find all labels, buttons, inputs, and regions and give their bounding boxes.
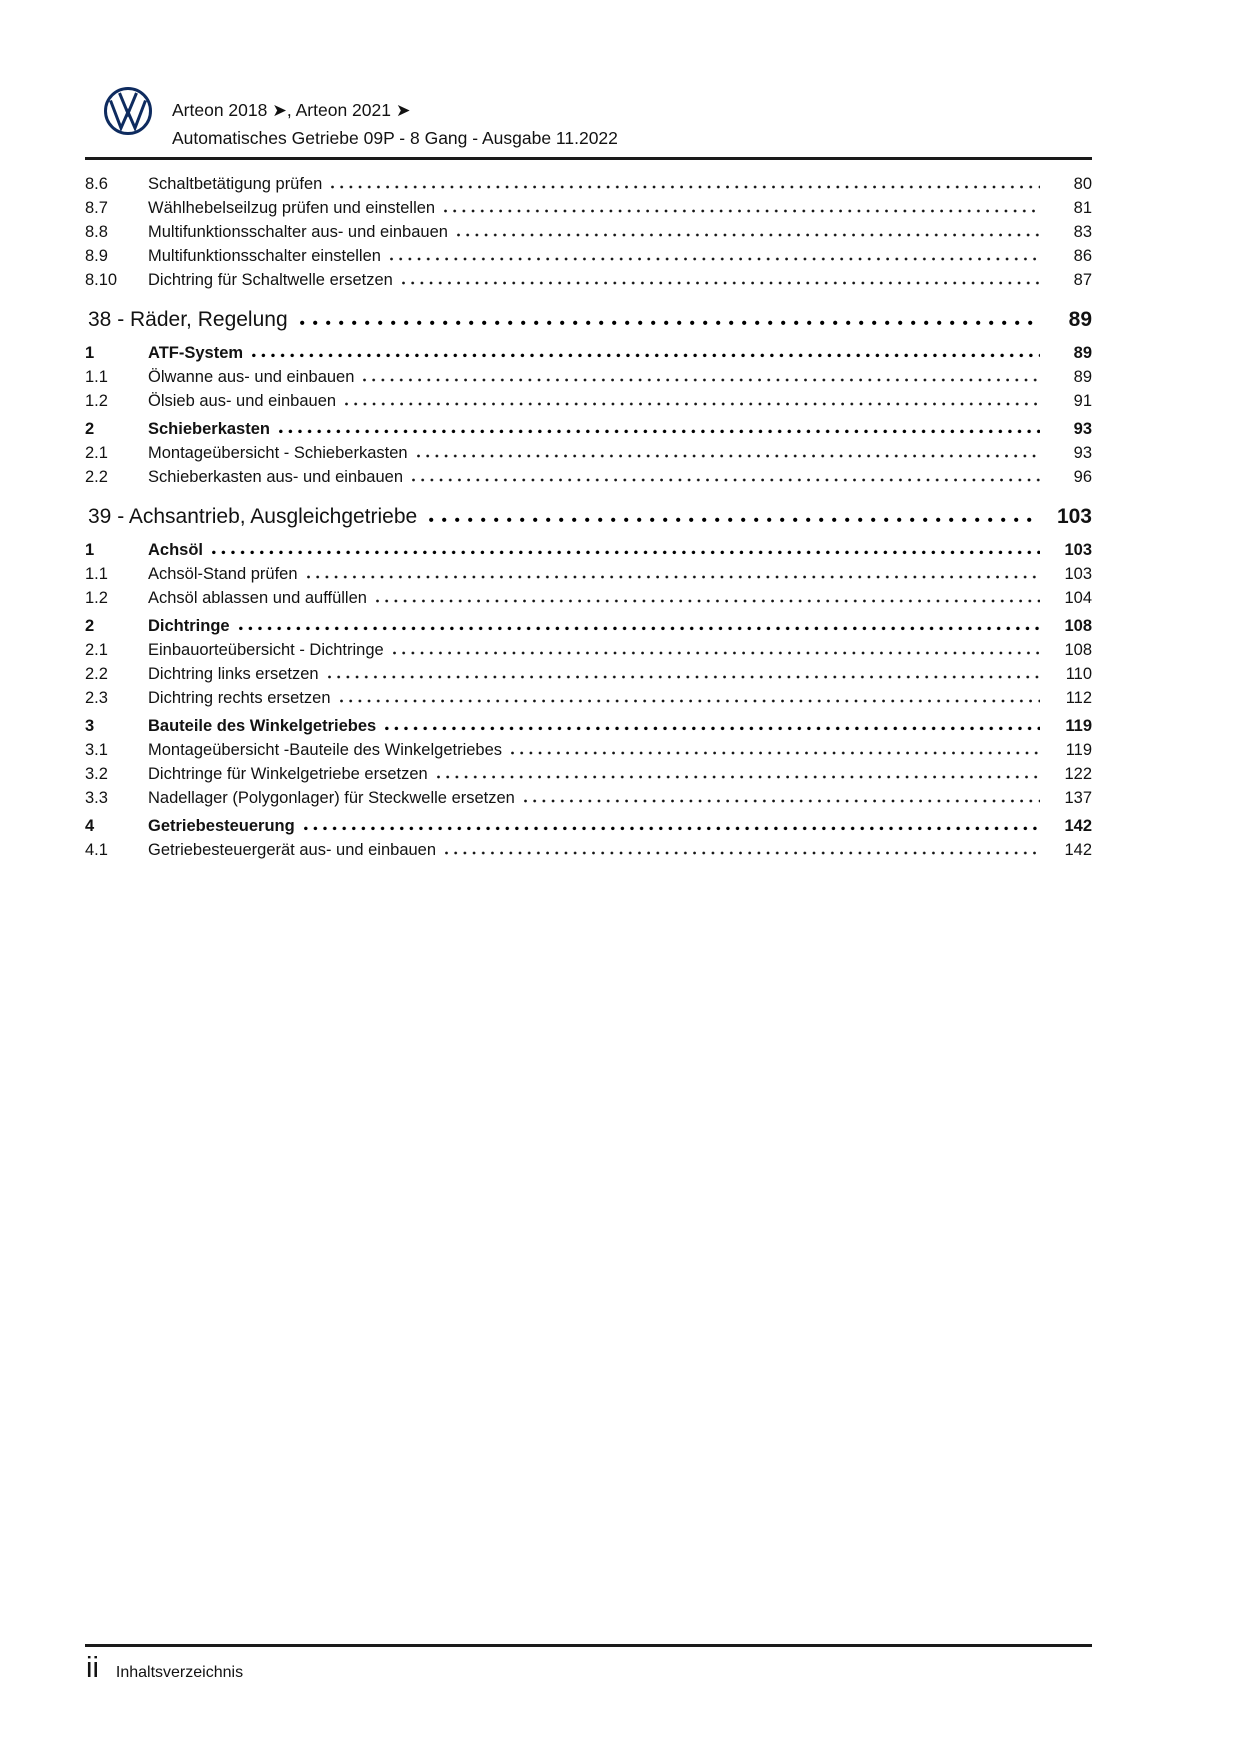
dot-leader [412, 478, 1040, 482]
entry-title: Schieberkasten [148, 420, 270, 438]
entry-title: Schieberkasten aus- und einbauen [148, 468, 404, 486]
toc-entry-row [85, 786, 1092, 810]
dot-leader [385, 726, 1040, 731]
header-models-line: Arteon 2018 ➤, Arteon 2021 ➤ [172, 100, 411, 120]
chapter-heading-label: 38 - Räder, Regelung [88, 308, 288, 331]
dot-leader [445, 851, 1040, 855]
footer-page-number: ii [86, 1652, 99, 1684]
toc-entry-row [85, 220, 1092, 244]
entry-number: 8.8 [85, 223, 108, 241]
entry-title: Achsöl-Stand prüfen [148, 565, 298, 583]
entry-page-number: 122 [1064, 765, 1092, 783]
entry-page-number: 108 [1064, 641, 1092, 659]
dot-leader [376, 599, 1040, 603]
toc-entry-row [85, 662, 1092, 686]
entry-page-number: 96 [1073, 468, 1092, 486]
dot-leader [252, 353, 1040, 358]
entry-title: Bauteile des Winkelgetriebes [148, 717, 377, 735]
toc-entry-row [85, 738, 1092, 762]
entry-title: Montageübersicht - Schieberkasten [148, 444, 408, 462]
dot-leader [390, 257, 1040, 261]
dot-leader [304, 826, 1040, 831]
entry-page-number: 91 [1073, 392, 1092, 410]
dot-leader [524, 799, 1040, 803]
entry-page-number: 81 [1073, 199, 1092, 217]
toc-entry-row [85, 686, 1092, 710]
entry-page-number: 104 [1064, 589, 1092, 607]
entry-title: Dichtringe [148, 617, 230, 635]
dot-leader [457, 233, 1040, 237]
toc-entry-row [85, 365, 1092, 389]
toc-entry-row [85, 417, 1092, 441]
entry-number: 3.1 [85, 741, 108, 759]
entry-page-number: 103 [1064, 541, 1092, 559]
entry-page-number: 89 [1073, 344, 1092, 362]
entry-title: Multifunktionsschalter einstellen [148, 247, 381, 265]
entry-number: 1 [85, 541, 95, 559]
toc-entry-row [85, 838, 1092, 862]
entry-number: 2.1 [85, 444, 108, 462]
entry-page-number: 93 [1073, 444, 1092, 462]
entry-page-number: 110 [1065, 665, 1092, 683]
entry-page-number: 112 [1065, 689, 1092, 707]
dot-leader [328, 675, 1040, 679]
chapter-heading-label: 39 - Achsantrieb, Ausgleichgetriebe [88, 505, 418, 528]
toc-entry-row [85, 341, 1092, 365]
dot-leader [437, 775, 1040, 779]
entry-number: 3.2 [85, 765, 108, 783]
entry-title: Wählhebelseilzug prüfen und einstellen [148, 199, 436, 217]
entry-title: Nadellager (Polygonlager) für Steckwelle ersetzen [148, 789, 515, 807]
toc-entry-row [85, 814, 1092, 838]
dot-leader [239, 626, 1040, 631]
entry-number: 1 [85, 344, 95, 362]
dot-leader [279, 429, 1040, 434]
entry-number: 2.1 [85, 641, 108, 659]
entry-title: Ölsieb aus- und einbauen [148, 392, 337, 410]
entry-number: 1.2 [85, 589, 108, 607]
dot-leader [511, 751, 1040, 755]
toc-entry-row [85, 614, 1092, 638]
entry-number: 8.9 [85, 247, 108, 265]
chapter-page-number: 89 [1068, 308, 1092, 331]
entry-number: 3.3 [85, 789, 108, 807]
entry-number: 8.10 [85, 271, 118, 289]
entry-page-number: 103 [1064, 565, 1092, 583]
header-divider [85, 157, 1092, 160]
entry-page-number: 93 [1073, 420, 1092, 438]
dot-leader [307, 575, 1040, 579]
entry-number: 3 [85, 717, 95, 735]
dot-leader [429, 517, 1036, 523]
toc-entry-row [85, 714, 1092, 738]
entry-page-number: 83 [1073, 223, 1092, 241]
page-footer [86, 1652, 243, 1684]
footer-section-label: Inhaltsverzeichnis [115, 1664, 244, 1681]
entry-number: 8.6 [85, 175, 108, 193]
entry-title: Dichtring rechts ersetzen [148, 689, 331, 707]
entry-title: Getriebesteuerung [148, 817, 295, 835]
entry-page-number: 89 [1073, 368, 1092, 386]
entry-number: 1.2 [85, 392, 108, 410]
entry-title: Achsöl [148, 541, 204, 559]
toc-entry-row [85, 172, 1092, 196]
toc-entry-row [85, 268, 1092, 292]
entry-page-number: 142 [1064, 841, 1092, 859]
entry-title: Getriebesteuergerät aus- und einbauen [148, 841, 437, 859]
dot-leader [300, 320, 1036, 326]
dot-leader [417, 454, 1040, 458]
entry-title: Dichtringe für Winkelgetriebe ersetzen [148, 765, 428, 783]
entry-title: Achsöl ablassen und auffüllen [148, 589, 367, 607]
dot-leader [331, 185, 1040, 189]
entry-number: 2.3 [85, 689, 108, 707]
entry-title: Dichtring links ersetzen [148, 665, 319, 683]
entry-page-number: 80 [1073, 175, 1092, 193]
dot-leader [340, 699, 1041, 703]
dot-leader [212, 550, 1040, 555]
entry-number: 2 [85, 420, 95, 438]
chapter-page-number: 103 [1056, 505, 1092, 528]
entry-number: 2.2 [85, 468, 108, 486]
entry-title: Montageübersicht -Bauteile des Winkelgetriebes [148, 741, 503, 759]
toc-entry-row [85, 638, 1092, 662]
toc-entry-row [85, 196, 1092, 220]
dot-leader [345, 402, 1040, 406]
chapter-heading-row [88, 502, 1092, 531]
entry-number: 1.1 [85, 565, 108, 583]
entry-page-number: 119 [1065, 717, 1092, 735]
entry-number: 2 [85, 617, 95, 635]
toc-entry-row [85, 244, 1092, 268]
entry-number: 1.1 [85, 368, 108, 386]
entry-page-number: 108 [1064, 617, 1092, 635]
dot-leader [393, 651, 1040, 655]
chapter-heading-row [88, 305, 1092, 334]
page-header [172, 96, 618, 152]
entry-page-number: 87 [1073, 271, 1092, 289]
dot-leader [444, 209, 1040, 213]
vw-logo [103, 86, 153, 136]
entry-number: 8.7 [85, 199, 108, 217]
entry-title: Ölwanne aus- und einbauen [148, 368, 355, 386]
toc-entry-row [85, 465, 1092, 489]
entry-title: ATF-System [148, 344, 244, 362]
toc-entry-row [85, 586, 1092, 610]
toc-entry-row [85, 389, 1092, 413]
entry-title: Multifunktionsschalter aus- und einbauen [148, 223, 448, 241]
entry-title: Dichtring für Schaltwelle ersetzen [148, 271, 393, 289]
dot-leader [402, 281, 1040, 285]
entry-title: Einbauorteübersicht - Dichtringe [148, 641, 384, 659]
entry-page-number: 137 [1064, 789, 1092, 807]
entry-page-number: 86 [1073, 247, 1092, 265]
entry-page-number: 142 [1064, 817, 1092, 835]
entry-page-number: 119 [1065, 741, 1092, 759]
toc-entry-row [85, 441, 1092, 465]
entry-number: 4.1 [85, 841, 108, 859]
toc-entry-row [85, 538, 1092, 562]
toc-list [85, 172, 1092, 862]
header-subtitle-line: Automatisches Getriebe 09P - 8 Gang - Ausgabe 11.2022 [172, 128, 618, 148]
dot-leader [363, 378, 1040, 382]
toc-entry-row [85, 762, 1092, 786]
toc-entry-row [85, 562, 1092, 586]
entry-number: 2.2 [85, 665, 108, 683]
entry-title: Schaltbetätigung prüfen [148, 175, 323, 193]
footer-divider [85, 1644, 1092, 1647]
entry-number: 4 [85, 817, 95, 835]
